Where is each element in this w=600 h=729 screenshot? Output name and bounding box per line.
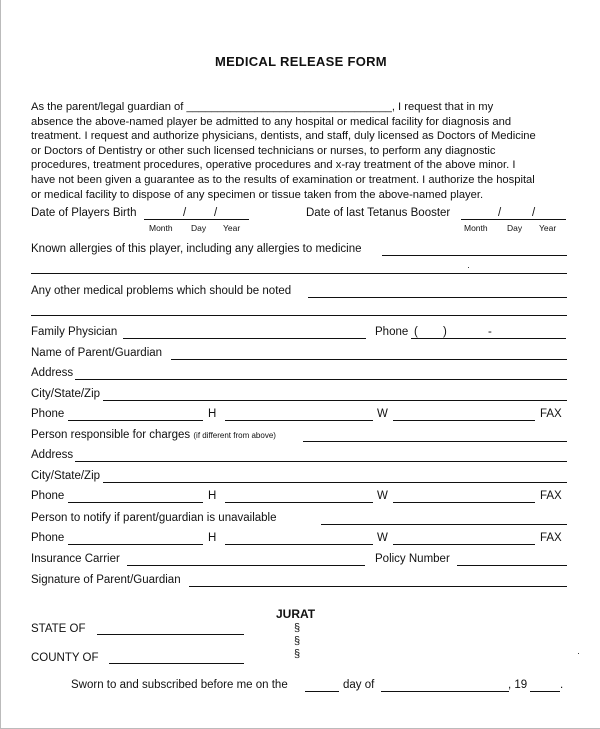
birth-label: Date of Players Birth — [31, 207, 137, 219]
work-label: W — [377, 408, 388, 420]
work-label-2: W — [377, 490, 388, 502]
birth-date-field[interactable] — [144, 219, 249, 220]
date-slash: / — [498, 207, 502, 219]
day-of-text: day of — [343, 679, 375, 691]
year-caption: Year — [539, 223, 557, 233]
sworn-period: . — [560, 679, 564, 691]
policy-field[interactable] — [457, 565, 567, 566]
responsible-field[interactable] — [303, 441, 567, 442]
sworn-year-field[interactable] — [530, 691, 560, 692]
month-caption: Month — [149, 223, 173, 233]
city-field[interactable] — [103, 400, 567, 401]
medical-problems-label: Any other medical problems which should be noted — [31, 285, 292, 297]
home-phone-field-3[interactable] — [68, 544, 203, 545]
parent-name-field[interactable] — [171, 359, 567, 360]
paragraph-line: treatment. I request and authorize physicians, dentists, and staff, duly licensed as Doctors of Medicine — [31, 130, 536, 143]
city-label: City/State/Zip — [31, 388, 101, 400]
fax-field[interactable] — [393, 420, 535, 421]
home-label-2: H — [208, 490, 217, 502]
work-phone-field[interactable] — [225, 420, 373, 421]
fax-field-3[interactable] — [393, 544, 535, 545]
work-phone-field-2[interactable] — [225, 502, 373, 503]
physician-phone-label: Phone — [375, 326, 409, 338]
insurance-field[interactable] — [127, 565, 365, 566]
allergies-label: Known allergies of this player, including any allergies to medicine — [31, 243, 362, 255]
medical-problems-field-line2[interactable] — [31, 315, 567, 316]
day-caption: Day — [507, 223, 523, 233]
tetanus-date-field[interactable] — [461, 219, 566, 220]
phone-paren-open: ( — [414, 326, 418, 338]
fax-label-2: FAX — [540, 490, 562, 502]
date-slash: / — [214, 207, 218, 219]
signature-field[interactable] — [189, 586, 567, 587]
home-label: H — [208, 408, 217, 420]
insurance-label: Insurance Carrier — [31, 553, 120, 565]
address-label-2: Address — [31, 449, 74, 461]
tetanus-label: Date of last Tetanus Booster — [306, 207, 451, 219]
jurat-heading: JURAT — [276, 607, 316, 621]
medical-problems-field[interactable] — [308, 297, 567, 298]
address-field-2[interactable] — [75, 461, 567, 462]
address-field[interactable] — [75, 379, 567, 380]
paragraph-line: or medical facility to dispose of any specimen or tissue taken from the above-named player. — [31, 188, 484, 201]
date-slash: / — [183, 207, 187, 219]
phone-dash: - — [488, 326, 492, 338]
paragraph-line: As the parent/legal guardian of _________________________________, I request that in my — [31, 101, 494, 113]
paragraph-line: or Doctors of Dentistry or other such licensed technicians or nurses, to perform any diagnostic — [31, 144, 496, 157]
notify-label: Person to notify if parent/guardian is unavailable — [31, 512, 277, 524]
section-mark: § — [294, 635, 301, 647]
form-title: MEDICAL RELEASE FORM — [215, 54, 387, 69]
fax-label-3: FAX — [540, 532, 562, 544]
date-slash: / — [532, 207, 536, 219]
work-label-3: W — [377, 532, 388, 544]
phone-paren-close: ) — [443, 326, 447, 338]
allergies-field[interactable] — [382, 255, 567, 256]
physician-field[interactable] — [123, 338, 366, 339]
county-label: COUNTY OF — [31, 652, 99, 664]
phone-label-3: Phone — [31, 532, 65, 544]
city-label-2: City/State/Zip — [31, 470, 101, 482]
section-mark: § — [294, 648, 301, 660]
state-label: STATE OF — [31, 623, 86, 635]
work-phone-field-3[interactable] — [225, 544, 373, 545]
stray-mark: · — [577, 648, 580, 658]
sworn-month-field[interactable] — [381, 691, 509, 692]
responsible-label-text: Person responsible for charges — [31, 429, 191, 441]
phone-label-2: Phone — [31, 490, 65, 502]
sworn-day-field[interactable] — [305, 691, 339, 692]
month-caption: Month — [464, 223, 488, 233]
fax-label: FAX — [540, 408, 562, 420]
stray-mark: · — [467, 262, 470, 272]
year-caption: Year — [223, 223, 241, 233]
day-caption: Day — [191, 223, 207, 233]
phone-label: Phone — [31, 408, 65, 420]
responsible-note: (if different from above) — [193, 431, 276, 440]
county-field[interactable] — [109, 663, 244, 664]
notify-field[interactable] — [321, 524, 567, 525]
paragraph-line: procedures, treatment procedures, operative procedures and x-ray treatment of the above minor. I — [31, 159, 516, 172]
year-prefix: , 19 — [508, 679, 528, 691]
consent-paragraph — [31, 100, 566, 202]
home-phone-field-2[interactable] — [68, 502, 203, 503]
address-label: Address — [31, 367, 74, 379]
home-label-3: H — [208, 532, 217, 544]
fax-field-2[interactable] — [393, 502, 535, 503]
section-mark: § — [294, 622, 301, 634]
responsible-label — [31, 428, 276, 443]
city-field-2[interactable] — [103, 482, 567, 483]
physician-label: Family Physician — [31, 326, 118, 338]
signature-label: Signature of Parent/Guardian — [31, 574, 181, 586]
sworn-text: Sworn to and subscribed before me on the — [71, 679, 288, 691]
allergies-field-line2[interactable] — [31, 273, 567, 274]
state-field[interactable] — [97, 634, 244, 635]
policy-label: Policy Number — [375, 553, 450, 565]
paragraph-line: absence the above-named player be admitted to any hospital or medical facility for diagnosis and — [31, 115, 512, 128]
parent-name-label: Name of Parent/Guardian — [31, 347, 163, 359]
home-phone-field[interactable] — [68, 420, 203, 421]
paragraph-line: have not been given a guarantee as to the results of examination or treatment. I authorize the hospital — [31, 173, 535, 186]
